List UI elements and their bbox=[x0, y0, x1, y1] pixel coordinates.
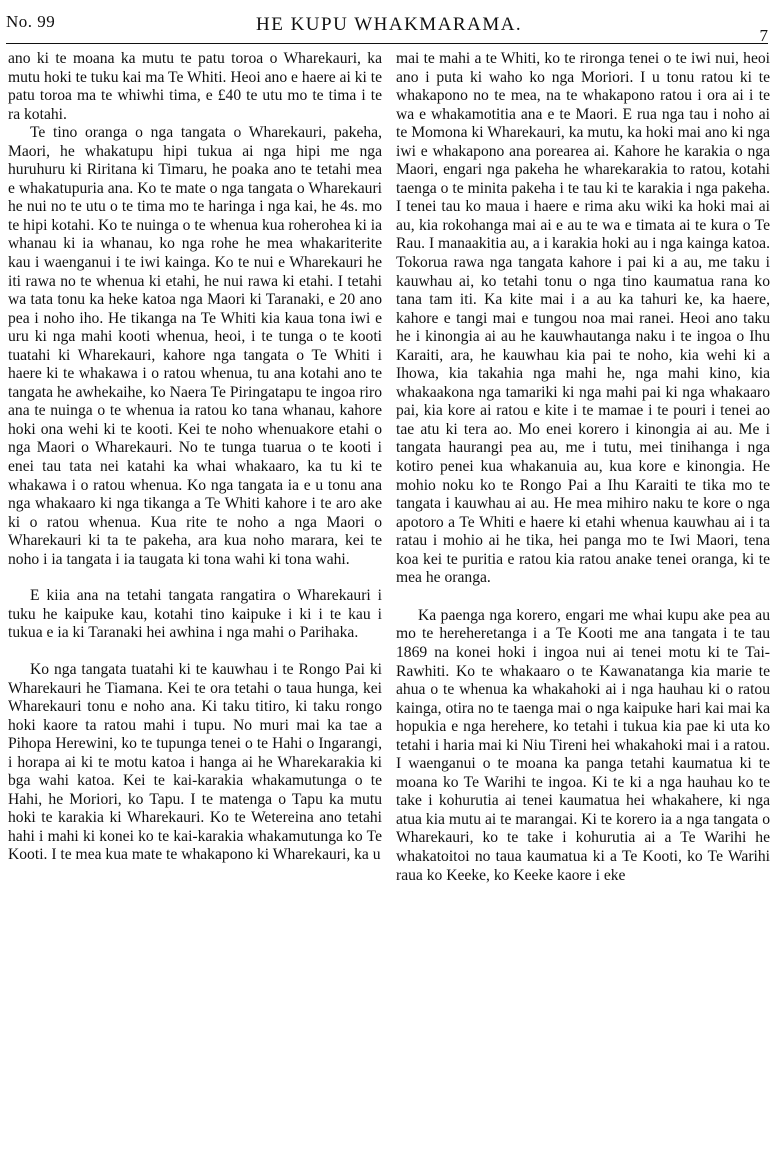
paragraph-gap bbox=[396, 588, 770, 607]
paragraph: Ka paenga nga korero, engari me whai kupu ake pea au mo te hereheretanga i a Te Kooti me ana tangata i te tau 1869 na konei hoki i ingoa nui ai tenei motu ki te Tai-Rawhiti. Ko te whakaaro o te Kawanatanga kia marie te ahua o te whenua ka whakahoki ai i nga hauhau ki o ratou kainga, otira no te taenga mai o nga kaipuke hari kai mai ka hopukia e nga herehere, ko tetahi i tukua kia pae ki uta ko tetahi i haria mai ki Niu Tireni hei whakahoki mai i a ratou. I waenganui o te moana ka panga tetahi kaumatua ki te moana ko Te Warihi te ingoa. Ki te ki a nga hauhau ko te take i kohurutia ai tenei kaumatua hei whakahere, ki nga atua kia mutu ai te marangai. Ki te korero ia a nga tangata o Wharekauri, ko te take i kohurutia ai a Te Warihi he whakatoitoi no taua kaumatua ki a Te Kooti, ko Te Warihi raua ko Keeke, ko Keeke kaore i eke bbox=[396, 606, 770, 884]
paragraph: Ko nga tangata tuatahi ki te kauwhau i te Rongo Pai ki Wharekauri he Tiamana. Kei te ora tetahi o taua hunga, kei Wharekauri tonu e noho ana. Ki taku titiro, ki taku rongo hoki kaore ta ratou mahi i tupu. No muri mai ka tae a Pihopa Herewini, ko te tupunga tenei o te Hahi o Ingarangi, i horapa ai ki te motu katoa i hanga ai he Wharekarakia ki bga wahi katoa. Kei te kai-karakia whakamutunga o te Hahi, he Moriori, ko Tapu. I te matenga o Tapu ka mutu hoki te karakia ki Wharekauri. Ko te Wetereina ano tetahi hahi i mahi ki konei ko te kai-karakia whakamutunga ko Te Kooti. I te mea kua mate te whakapono ki Wharekauri, ka u bbox=[8, 660, 382, 864]
paragraph: Te tino oranga o nga tangata o Wharekauri, pakeha, Maori, he whakatupu hipi tukua ai nga hipi me nga huruhuru ki Riritana ki Timaru, he poaka ano te tetahi mea e whakatupuria ana. Ko te mate o nga tangata o Wharekauri he nui no te utu o te tima mo te haringa i nga kai, he 4s. mo te hipi kotahi. Ko te nuinga o te whenua kua roherohea ki ia whanau ki ia whanau, ko nga rohe he mea whakariterite kau i waenganui i te iwi kainga. Ko te nui e Wharekauri he iti rawa no te whenua ki etahi, he nui rawa ki etahi. I tetahi wa tata tonu ka heke katoa nga Maori ki Taranaki, e 20 ano pea i noho iho. He tikanga na Te Whiti kia kaua tona iwi e uru ki nga mahi kooti whenua, heoi, i te tunga o te kooti tuatahi ki Wharekauri, kahore nga tangata o Te Whiti i haere ki te whakawa i o ratou whenua, tu ana kotahi ano te tangata he awhekaihe, ko Naera Te Piringatapu te ingoa riro ana te nuinga o te whenua ia ratou ko tana whanau, kahore hoki ona wehi ki te kooti. Kei te noho whenuakore etahi o nga Maori o Wharekauri. No te tunga tuarua o te kooti i enei tau tata nei katahi ka whai whakaaro, ka tu ki te whakawa i o ratou whenua. Ko nga tangata ia e u tonu ana nga whakaaro ki nga tikanga a Te Whiti kahore i te aro ake ki o ratou whenua. Kua rite te noho a nga Maori o Wharekauri ki ta te pakeha, ara kua noho marara, kei te noho i ia tangata i ia taugata ki tona wahi ki tona wahi. bbox=[8, 124, 382, 568]
paragraph: mai te mahi a te Whiti, ko te rironga tenei o te iwi nui, heoi ano i puta ki waho ko nga Moriori. I u tonu ratou ki te whakapono no te mea, na te whakapono ratou i ora ai i te wa e whakamotitia ana e te Maori. E rua nga tau i noho ai te Momona ki Wharekauri, ka mutu, ka hoki mai ano ki nga iwi e whakapono ana porearea ai. Kahore he karakia o nga Maori, engari nga pakeha he wharekarakia to ratou, kotahi taenga o te minita pakeha i te tau ki te karakia i nga pakeha. I tenei tau ko maua i haere e rima aku wiki ka hoki mai ai au, kia rokohanga mai ai e au te wa e timata ai te kura o Te Rau. I manaakitia au, a i karakia hoki au i nga kainga katoa. Tokorua rawa nga tangata kahore i pai ki a au, me taku i kauwhau ai, ko tetahi tonu o nga tino kaumatua rana ko tana tam iti. Ka kite mai i a au ka tahuri ke, ka haere, kahore e tangi mai e tungou noa mai ranei. Heoi ano taku he i kinongia ai au he kauwhautanga naku i te ingoa o Ihu Karaiti, ara, he kauwhau kia pai te noho, kia wehi ki a Ihowa, kia takahia nga mahi he, nga mahi kino, kia whakaakona nga tamariki ki nga mahi pai ki nga whakaaro pai, kia kore ai ratou e kite i te mamae i te pouri i tenei ao tae atu ki tera ao. Mo enei korero i kinongia ai au. Me i tangata haurangi pea au, me i tutu, mei tinihanga i nga kotiro penei kua whakanuia au, kua kore e kinongia. He mohio noku ko te Rongo Pai a Ihu Karaiti te tika mo te tangata i kauwhau ai au. He mea mihiro naku te kore o nga apotoro a Te Whiti e haere ki etahi whenua kauwhau ai i ta ratau i mohio ai he tika, hei panga mo te Iwi Maori, tena koa kei te puritia e ratou kia ratou anake tenei oranga, ki te mea he oranga. bbox=[396, 50, 770, 587]
paragraph: E kiia ana na tetahi tangata rangatira o Wharekauri i tuku he kaipuke kau, kotahi tino kaipuke i ki i te kau i tukua e ia ki Taranaki hei awhina i nga mahi o Parihaka. bbox=[8, 587, 382, 642]
paragraph-gap bbox=[8, 643, 382, 661]
header-rule bbox=[6, 43, 768, 44]
page-header bbox=[6, 8, 768, 45]
paragraph-gap bbox=[8, 569, 382, 587]
issue-number: No. 99 bbox=[6, 12, 56, 31]
paragraph: ano ki te moana ka mutu te patu toroa o Wharekauri, ka mutu hoki te tuku kai ma Te Whiti. Heoi ano e haere ai ki te patu toroa ma te whiwhi tima, e £40 te utu mo te tima i te ra kotahi. bbox=[8, 50, 382, 123]
right-column bbox=[396, 50, 770, 885]
publication-title: HE KUPU WHAKMARAMA. bbox=[256, 14, 523, 35]
left-column bbox=[8, 50, 382, 865]
page-number: 7 bbox=[759, 26, 768, 45]
